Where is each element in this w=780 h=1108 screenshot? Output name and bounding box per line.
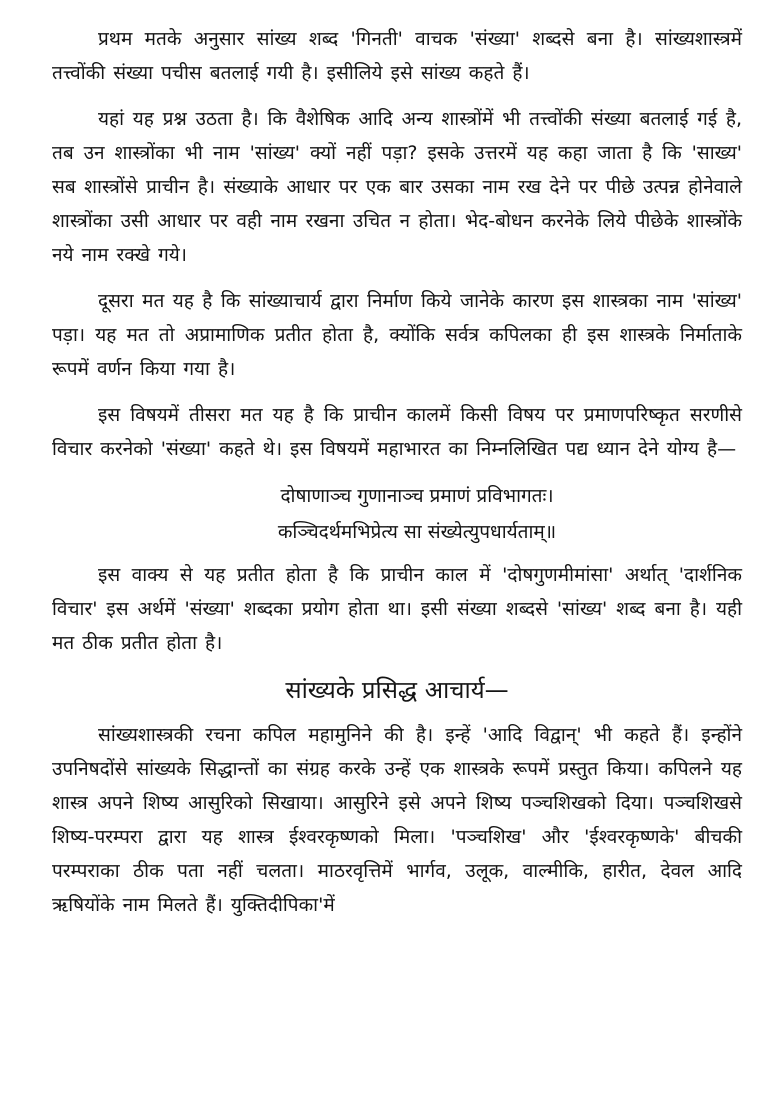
paragraph-first-view: प्रथम मतके अनुसार सांख्य शब्द 'गिनती' वाचक 'संख्या' शब्दसे बना है। सांख्यशास्त्रमें तत्त्वोंकी संख्या पचीस बतलाई गयी है। इसीलिये इसे सांख्य कहते हैं। [52, 28, 742, 84]
paragraph-conclusion: इस वाक्य से यह प्रतीत होता है कि प्राचीन काल में 'दोषगुणमीमांसा' अर्थात् 'दार्शनिक विचार' इस अर्थमें 'संख्या' शब्दका प्रयोग होता था। इसी संख्या शब्दसे 'सांख्य' शब्द बना है। यही मत ठीक प्रतीत होता है। [52, 564, 742, 654]
verse-block [52, 478, 742, 550]
section-heading: सांख्यके प्रसिद्ध आचार्य— [285, 676, 509, 704]
verse-line-1: दोषाणाञ्च गुणानाञ्च प्रमाणं प्रविभागतः। [280, 485, 554, 507]
paragraph-acharyas: सांख्यशास्त्रकी रचना कपिल महामुनिने की है। इन्हें 'आदि विद्वान्' भी कहते हैं। इन्होंने उपनिषदोंसे सांख्यके सिद्धान्तों का संग्रह करके उन्हें एक शास्त्रके रूपमें प्रस्तुत किया। कपिलने यह शास्त्र अपने शिष्य आसुरिको सिखाया। आसुरिने इसे अपने शिष्य पञ्चशिखको दिया। पञ्चशिखसे शिष्य-परम्परा द्वारा यह शास्त्र ईश्वरकृष्णको मिला। 'पञ्चशिख' और 'ईश्वरकृष्णके' बीचकी परम्पराका ठीक पता नहीं चलता। माठरवृत्तिमें भार्गव, उलूक, वाल्मीकि, हारीत, देवल आदि ऋषियोंके नाम मिलते हैं। युक्तिदीपिका'में [52, 724, 742, 916]
paragraph-third-view: इस विषयमें तीसरा मत यह है कि प्राचीन कालमें किसी विषय पर प्रमाणपरिष्कृत सरणीसे विचार करनेको 'संख्या' कहते थे। इस विषयमें महाभारत का निम्नलिखित पद्य ध्यान देने योग्य है— [52, 404, 742, 460]
paragraph-second-view: दूसरा मत यह है कि सांख्याचार्य द्वारा निर्माण किये जानेके कारण इस शास्त्रका नाम 'सांख्य' पड़ा। यह मत तो अप्रामाणिक प्रतीत होता है, क्योंकि सर्वत्र कपिलका ही इस शास्त्रके निर्माताके रूपमें वर्णन किया गया है। [52, 290, 742, 380]
paragraph-question: यहां यह प्रश्न उठता है। कि वैशेषिक आदि अन्य शास्त्रोंमें भी तत्त्वोंकी संख्या बतलाई गई है, तब उन शास्त्रोंका भी नाम 'सांख्य' क्यों नहीं पड़ा? इसके उत्तरमें यह कहा जाता है कि 'साख्य' सब शास्त्रोंसे प्राचीन है। संख्याके आधार पर एक बार उसका नाम रख देने पर पीछे उत्पन्न होनेवाले शास्त्रोंका उसी आधार पर वही नाम रखना उचित न होता। भेद-बोधन करनेके लिये पीछेके शास्त्रोंके नये नाम रक्खे गये। [52, 108, 742, 266]
verse-line-2: कञ्चिदर्थमभिप्रेत्य सा संख्येत्युपधार्यताम्॥ [277, 521, 557, 543]
